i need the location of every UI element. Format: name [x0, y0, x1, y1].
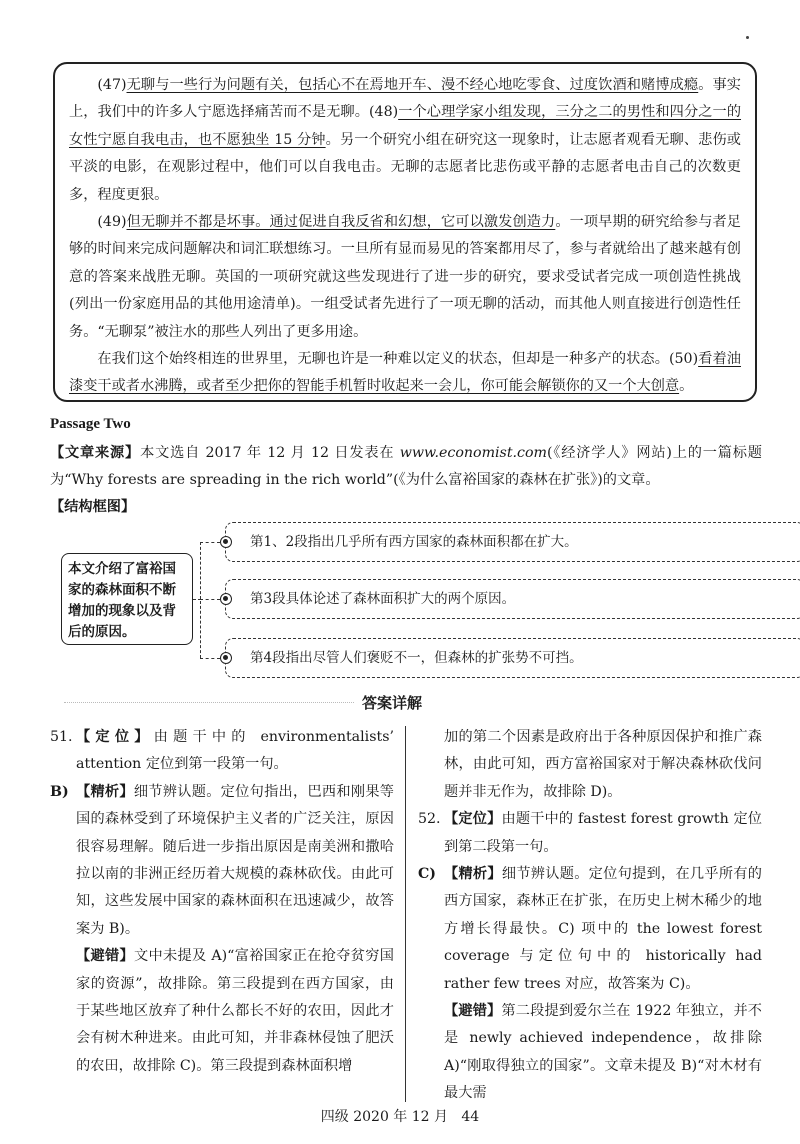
structure-label: 【结构框图】	[50, 499, 136, 515]
underlined-sentence-47: 无聊与一些行为问题有关，包括心不在焉地开车、漫不经心地吃零食、过度饮酒和赌博成瘾	[126, 77, 699, 93]
q51-analysis: B) 【精析】细节辨认题。定位句指出，巴西和刚果等国的森林受到了环境保护主义者的广泛关注，原因很容易理解。随后进一步指出原因是南美洲和撒哈拉以南的非洲正经历着大规模的森林砍伐。由此可知，这些发展中国家的森林面积在迅速减少，故答案为 B)。	[50, 779, 394, 943]
bullet-icon	[220, 593, 232, 605]
paragraph-47: (47)无聊与一些行为问题有关，包括心不在焉地开车、漫不经心地吃零食、过度饮酒和赌博成瘾。事实上，我们中的许多人宁愿选择痛苦而不是无聊。(48)一个心理学家小组发现，三分之二的男性和四分之一的女性宁愿自我电击，也不愿独坐 15 分钟。另一个研究小组在研究这一现象时，让志愿者观看无聊、悲伤或平淡的电影，在观影过程中，他们可以自我电击。无聊的志愿者比悲伤或平静的志愿者电击自己的次数更多，程度更狠。	[69, 77, 742, 203]
underlined-sentence-49: 但无聊并不都是坏事。通过促进自我反省和幻想，它可以激发创造力	[126, 214, 556, 231]
passage-two-heading: Passage Two	[50, 416, 131, 432]
point-box-1: 第1、2段指出几乎所有西方国家的森林面积都在扩大。	[225, 522, 800, 562]
right-column	[418, 724, 762, 1108]
page-number: 44	[461, 1109, 480, 1125]
connector-line	[200, 599, 220, 600]
q51-locate: 51. 【定位】由题干中的 environmentalists’ attention 定位到第一段第一句。	[50, 729, 394, 773]
scan-noise	[64, 702, 354, 707]
q51-wrong-continued: 加的第二个因素是政府出于各种原因保护和推广森林，由此可知，西方富裕国家对于解决森林砍伐问题并非无作为，故排除 D)。	[444, 729, 762, 800]
column-divider	[405, 726, 406, 1102]
bullet-icon	[220, 652, 232, 664]
connector-line	[200, 658, 220, 659]
answer-details-heading: 答案详解	[362, 694, 423, 712]
q52-wrong-options: 【避错】第二段提到爱尔兰在 1922 年独立，并不是 newly achieved independence，故排除 A)“刚取得独立的国家”。文章未提及 B)“对木材有最大需	[444, 1003, 762, 1102]
paragraph-49: (49)但无聊并不都是坏事。通过促进自我反省和幻想，它可以激发创造力。一项早期的研究给参与者足够的时间来完成问题解决和词汇联想练习。一旦所有显而易见的答案都用尽了，参与者就给出了越来越有创意的答案来战胜无聊。英国的一项研究就这些发现进行了进一步的研究，要求受试者完成一项创造性挑战(列出一份家庭用品的其他用途清单)。一组受试者先进行了一项无聊的活动，而其他人则直接进行创造性任务。“无聊泵”被注水的那些人列出了更多用途。	[69, 214, 741, 340]
point-box-3: 第4段指出尽管人们褒贬不一，但森林的扩张势不可挡。	[225, 638, 800, 678]
bullet-icon	[220, 536, 232, 548]
q52-answer: C)	[418, 866, 437, 883]
q52-analysis: C) 【精析】细节辨认题。定位句提到，在几乎所有的西方国家，森林正在扩张，在历史上树木稀少的地方增长得最快。C) 项中的 the lowest forest coverage 与定位句中的 historically had rather few trees 对应，故答案为 C)。	[418, 861, 762, 998]
page-footer	[0, 1106, 800, 1126]
q52-locate: 52. 【定位】由题干中的 fastest forest growth 定位到第二段第一句。	[418, 811, 762, 855]
q51-answer: B)	[50, 783, 69, 800]
structure-diagram	[60, 522, 760, 682]
q51-wrong-options: 【避错】文中未提及 A)“富裕国家正在抢夺贫穷国家的资源”，故排除。第三段提到在西方国家，由于某些地区放弃了种什么都长不好的农田，因此才会有树木种进来。由此可知，并非森林侵蚀了肥沃的农田，故排除 C)。第三段提到森林面积增	[76, 948, 394, 1074]
point-box-2: 第3段具体论述了森林面积扩大的两个原因。	[225, 579, 800, 619]
underlined-sentence-48: 一个心理学家小组发现，三分之二的男性和四分之一的女性宁愿自我电击，也不愿独坐 15 分钟	[69, 104, 742, 148]
scan-dot	[746, 36, 749, 39]
article-source: 【文章来源】本文选自 2017 年 12 月 12 日发表在 www.economist.com(《经济学人》网站)上的一篇标题为“Why forests are spreading in the rich world”(《为什么富裕国家的森林在扩张》)的文章。	[50, 445, 762, 488]
summary-box: 本文介绍了富裕国家的森林面积不断增加的现象以及背后的原因。	[61, 553, 193, 645]
connector-line	[200, 542, 201, 658]
left-column	[50, 724, 394, 1080]
paragraph-50: 在我们这个始终相连的世界里，无聊也许是一种难以定义的状态，但却是一种多产的状态。(50)看着油漆变干或者水沸腾，或者至少把你的智能手机暂时收起来一会儿，你可能会解锁你的又一个大创意。	[69, 351, 741, 395]
footer-label: 四级 2020 年 12 月	[320, 1109, 449, 1125]
source-site: www.economist.com	[399, 445, 547, 461]
connector-line	[200, 542, 220, 543]
passage-translation-box	[53, 62, 757, 402]
source-label: 【文章来源】	[50, 445, 141, 461]
underlined-sentence-50: 看着油漆变干或者水沸腾，或者至少把你的智能手机暂时收起来一会儿，你可能会解锁你的又一个大创意	[69, 351, 741, 395]
